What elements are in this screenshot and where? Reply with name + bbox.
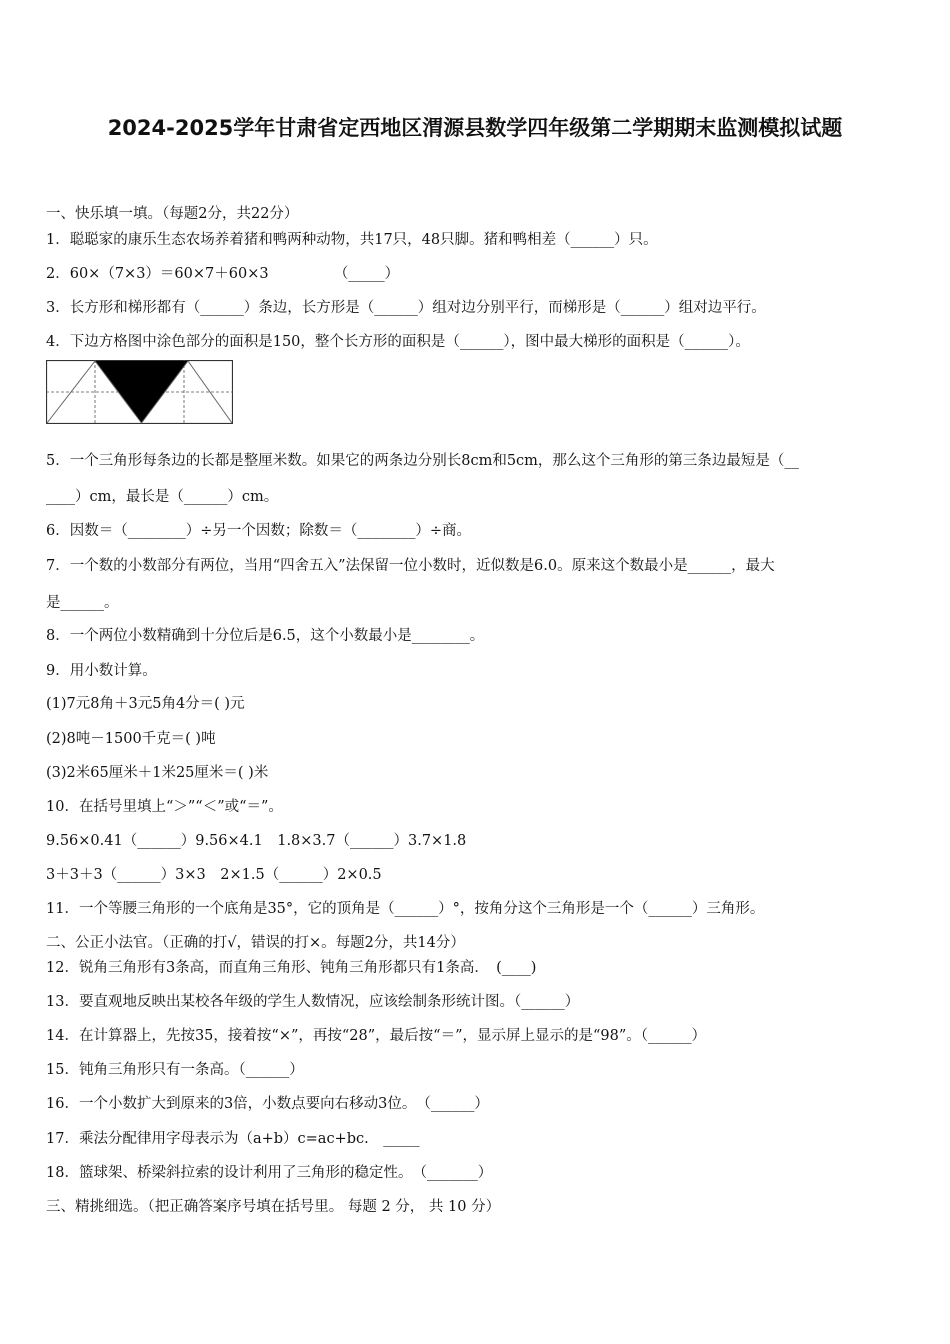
question-10-row-2: 3＋3＋3（______）3×3 2×1.5（______）2×0.5 bbox=[46, 867, 382, 883]
question-7: 7．一个数的小数部分有两位，当用“四舍五入”法保留一位小数时，近似数是6.0。原来这个数最小是______，最大 bbox=[46, 558, 775, 574]
grid-figure bbox=[46, 360, 233, 424]
document-title: 2024-2025学年甘肃省定西地区渭源县数学四年级第二学期期末监测模拟试题 bbox=[107, 116, 843, 140]
question-17: 17．乘法分配律用字母表示为（a+b）c=ac+bc. _____ bbox=[46, 1131, 420, 1147]
question-13: 13．要直观地反映出某校各年级的学生人数情况，应该绘制条形统计图。（______） bbox=[46, 994, 580, 1010]
question-15: 15．钝角三角形只有一条高。（______） bbox=[46, 1062, 304, 1078]
section-3-heading: 三、精挑细选。（把正确答案序号填在括号里。 每题 2 分， 共 10 分） bbox=[46, 1199, 501, 1215]
question-10-row-1: 9.56×0.41（______）9.56×4.1 1.8×3.7（______）3.7×1.8 bbox=[46, 833, 467, 849]
question-9-3: (3)2米65厘米＋1米25厘米＝( )米 bbox=[46, 765, 269, 781]
question-5-cont: ____）cm，最长是（______）cm。 bbox=[46, 489, 279, 505]
question-5: 5．一个三角形每条边的长都是整厘米数。如果它的两条边分别长8cm和5cm，那么这个三角形的第三条边最短是（__ bbox=[46, 453, 799, 469]
question-8: 8．一个两位小数精确到十分位后是6.5，这个小数最小是________。 bbox=[46, 628, 485, 644]
question-2: 2．60×（7×3）＝60×7＋60×3 （_____） bbox=[46, 266, 400, 282]
question-1: 1．聪聪家的康乐生态农场养着猪和鸭两种动物，共17只，48只脚。猪和鸭相差（______）只。 bbox=[46, 232, 658, 248]
question-4: 4．下边方格图中涂色部分的面积是150，整个长方形的面积是（______），图中最大梯形的面积是（______）。 bbox=[46, 334, 750, 350]
question-7-cont: 是______。 bbox=[46, 595, 119, 611]
question-14: 14．在计算器上，先按35，接着按“×”，再按“28”，最后按“＝”，显示屏上显示的是“98”。（______） bbox=[46, 1028, 707, 1044]
question-9: 9．用小数计算。 bbox=[46, 663, 157, 679]
question-9-1: (1)7元8角＋3元5角4分＝( )元 bbox=[46, 696, 245, 712]
question-9-2: (2)8吨－1500千克＝( )吨 bbox=[46, 731, 216, 747]
question-18: 18．篮球架、桥梁斜拉索的设计利用了三角形的稳定性。 （_______） bbox=[46, 1165, 493, 1181]
question-11: 11．一个等腰三角形的一个底角是35°，它的顶角是（______）°，按角分这个三角形是一个（______）三角形。 bbox=[46, 901, 765, 917]
question-10: 10．在括号里填上“＞”“＜”或“＝”。 bbox=[46, 799, 283, 815]
question-12: 12．锐角三角形有3条高，而直角三角形、钝角三角形都只有1条高． (____) bbox=[46, 960, 537, 976]
section-2-heading: 二、公正小法官。（正确的打√，错误的打×。每题2分，共14分） bbox=[46, 935, 465, 951]
section-1-heading: 一、快乐填一填。（每题2分，共22分） bbox=[46, 206, 299, 222]
question-16: 16．一个小数扩大到原来的3倍，小数点要向右移动3位。 （______） bbox=[46, 1096, 489, 1112]
question-3: 3．长方形和梯形都有（______）条边，长方形是（______）组对边分别平行，而梯形是（______）组对边平行。 bbox=[46, 300, 766, 316]
question-6: 6．因数＝（________）÷另一个因数；除数＝（________）÷商。 bbox=[46, 523, 472, 539]
